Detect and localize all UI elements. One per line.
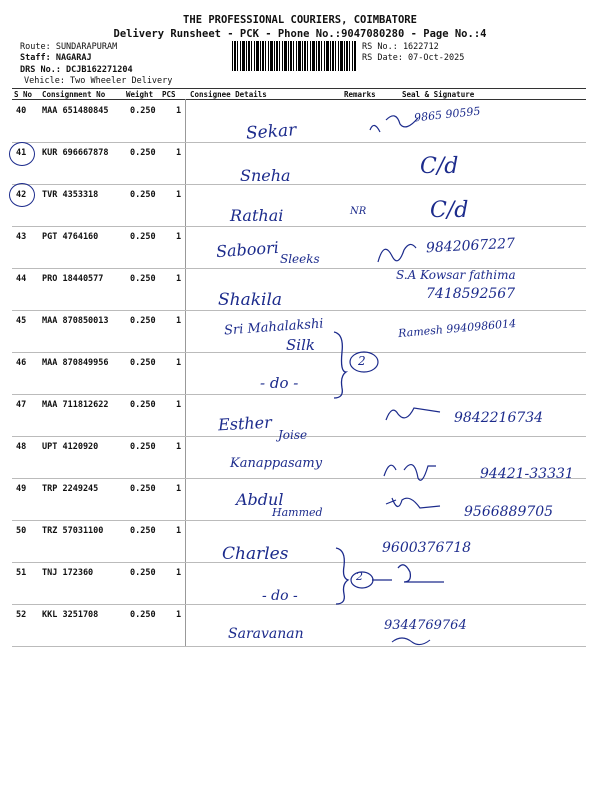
rs-date: RS Date: 07-Oct-2025 [362, 53, 465, 63]
handwritten-signature: 9600376718 [382, 540, 472, 556]
col-sno: S No [14, 90, 33, 99]
signature-stroke [384, 465, 436, 481]
handwritten-mark: 2 [358, 354, 366, 368]
row-pcs: 1 [176, 232, 182, 242]
row-sno: 43 [16, 232, 27, 242]
row-weight: 0.250 [130, 232, 156, 242]
handwritten-signature: 9566889705 [464, 504, 554, 520]
row-consignment: TVR 4353318 [42, 190, 99, 200]
row-sno: 49 [16, 484, 27, 494]
bracket-stroke [336, 548, 348, 604]
row-pcs: 1 [176, 274, 182, 284]
row-weight: 0.250 [130, 190, 156, 200]
row-weight: 0.250 [130, 442, 156, 452]
runsheet-title: THE PROFESSIONAL COURIERS, COIMBATORE [183, 14, 417, 26]
row-pcs: 1 [176, 568, 182, 578]
row-sno: 47 [16, 400, 27, 410]
handwritten-consignee: Rathai [230, 206, 284, 225]
col-pcs: PCS [162, 90, 176, 99]
handwritten-consignee: Abdul [236, 490, 284, 509]
row-pcs: 1 [176, 148, 182, 158]
row-consignment: TRP 2249245 [42, 484, 99, 494]
row-pcs: 1 [176, 442, 182, 452]
handwritten-consignee: Shakila [218, 290, 283, 310]
row-consignment: KKL 3251708 [42, 610, 99, 620]
handwritten-consignee: Charles [222, 544, 289, 564]
row-pcs: 1 [176, 106, 182, 116]
row-weight: 0.250 [130, 526, 156, 536]
handwritten-signature: 7418592567 [426, 286, 516, 302]
row-weight: 0.250 [130, 610, 156, 620]
handwritten-signature: 9344769764 [384, 618, 467, 633]
handwritten-consignee: Joise [278, 428, 308, 442]
row-consignment: MAA 651480845 [42, 106, 109, 116]
row-pcs: 1 [176, 610, 182, 620]
handwritten-signature: 9842216734 [454, 410, 544, 426]
row-consignment: PRO 18440577 [42, 274, 104, 284]
row-consignment: MAA 711812622 [42, 400, 109, 410]
rs-number: RS No.: 1622712 [362, 42, 439, 52]
handwritten-consignee: - do - [260, 374, 299, 392]
handwritten-consignee: Saravanan [228, 626, 304, 642]
row-sno: 50 [16, 526, 27, 536]
col-remarks: Remarks [344, 90, 376, 99]
row-sno: 48 [16, 442, 27, 452]
route-label: Route: SUNDARAPURAM [20, 42, 118, 52]
row-sno: 52 [16, 610, 27, 620]
handwritten-consignee: Hammed [272, 506, 323, 519]
handwritten-signature: C/d [430, 198, 469, 223]
row-pcs: 1 [176, 316, 182, 326]
row-pcs: 1 [176, 190, 182, 200]
handwritten-consignee: Saboori [215, 237, 280, 262]
row-consignment: TRZ 57031100 [42, 526, 104, 536]
handwritten-signature: 9865 90595 [413, 104, 481, 125]
handwritten-consignee: Esther [217, 412, 273, 435]
row-sno: 40 [16, 106, 27, 116]
row-pcs: 1 [176, 400, 182, 410]
signature-stroke [378, 244, 416, 262]
handwritten-consignee: Sleeks [280, 252, 320, 266]
signature-stroke [386, 498, 440, 508]
col-consignee: Consignee Details [190, 90, 267, 99]
drs-number: DRS No.: DCJB162271204 [20, 65, 133, 75]
row-sno: 51 [16, 568, 27, 578]
row-weight: 0.250 [130, 106, 156, 116]
row-pcs: 1 [176, 484, 182, 494]
row-consignment: TNJ 172360 [42, 568, 94, 578]
handwritten-consignee: Sri Mahalakshi [223, 316, 324, 339]
row-weight: 0.250 [130, 484, 156, 494]
handwritten-consignee: Sekar [245, 120, 297, 144]
bracket-stroke [334, 332, 346, 398]
circle-stroke [350, 352, 378, 372]
handwritten-consignee: Kanappasamy [230, 456, 323, 471]
handwritten-consignee: - do - [262, 588, 298, 604]
handwritten-signature: 9842067227 [425, 235, 516, 257]
handwritten-mark: 2 [356, 570, 363, 583]
signature-stroke [370, 116, 418, 132]
circle-stroke [351, 572, 373, 588]
row-weight: 0.250 [130, 358, 156, 368]
col-consignment: Consignment No [42, 90, 106, 99]
row-weight: 0.250 [130, 316, 156, 326]
row-sno: 42 [16, 190, 27, 200]
signature-stroke [386, 408, 440, 420]
runsheet-subtitle: Delivery Runsheet - PCK - Phone No.:9047080280 - Page No.:4 [113, 28, 487, 40]
row-weight: 0.250 [130, 148, 156, 158]
row-weight: 0.250 [130, 400, 156, 410]
handwritten-consignee: Silk [286, 336, 315, 354]
row-weight: 0.250 [130, 568, 156, 578]
row-consignment: UPT 4120920 [42, 442, 99, 452]
row-sno: 46 [16, 358, 27, 368]
row-consignment: PGT 4764160 [42, 232, 99, 242]
handwritten-signature: Ramesh 9940986014 [397, 316, 517, 341]
staff-label: Staff: NAGARAJ [20, 53, 92, 63]
row-pcs: 1 [176, 358, 182, 368]
row-pcs: 1 [176, 526, 182, 536]
row-consignment: MAA 870850013 [42, 316, 109, 326]
signature-stroke [398, 565, 444, 582]
row-weight: 0.250 [130, 274, 156, 284]
handwritten-consignee: Sneha [240, 166, 291, 185]
col-seal: Seal & Signature [402, 90, 475, 99]
row-sno: 44 [16, 274, 27, 284]
row-sno: 41 [16, 148, 27, 158]
handwritten-signature: 94421-33331 [480, 466, 574, 482]
handwritten-remark: NR [350, 206, 367, 217]
handwritten-signature: S.A Kowsar fathima [396, 268, 516, 282]
handwritten-signature: C/d [420, 154, 459, 179]
row-consignment: KUR 696667878 [42, 148, 109, 158]
signature-stroke [392, 638, 430, 645]
col-weight: Weight [126, 90, 154, 99]
vehicle-label: Vehicle: Two Wheeler Delivery [24, 76, 173, 86]
row-sno: 45 [16, 316, 27, 326]
row-consignment: MAA 870849956 [42, 358, 109, 368]
